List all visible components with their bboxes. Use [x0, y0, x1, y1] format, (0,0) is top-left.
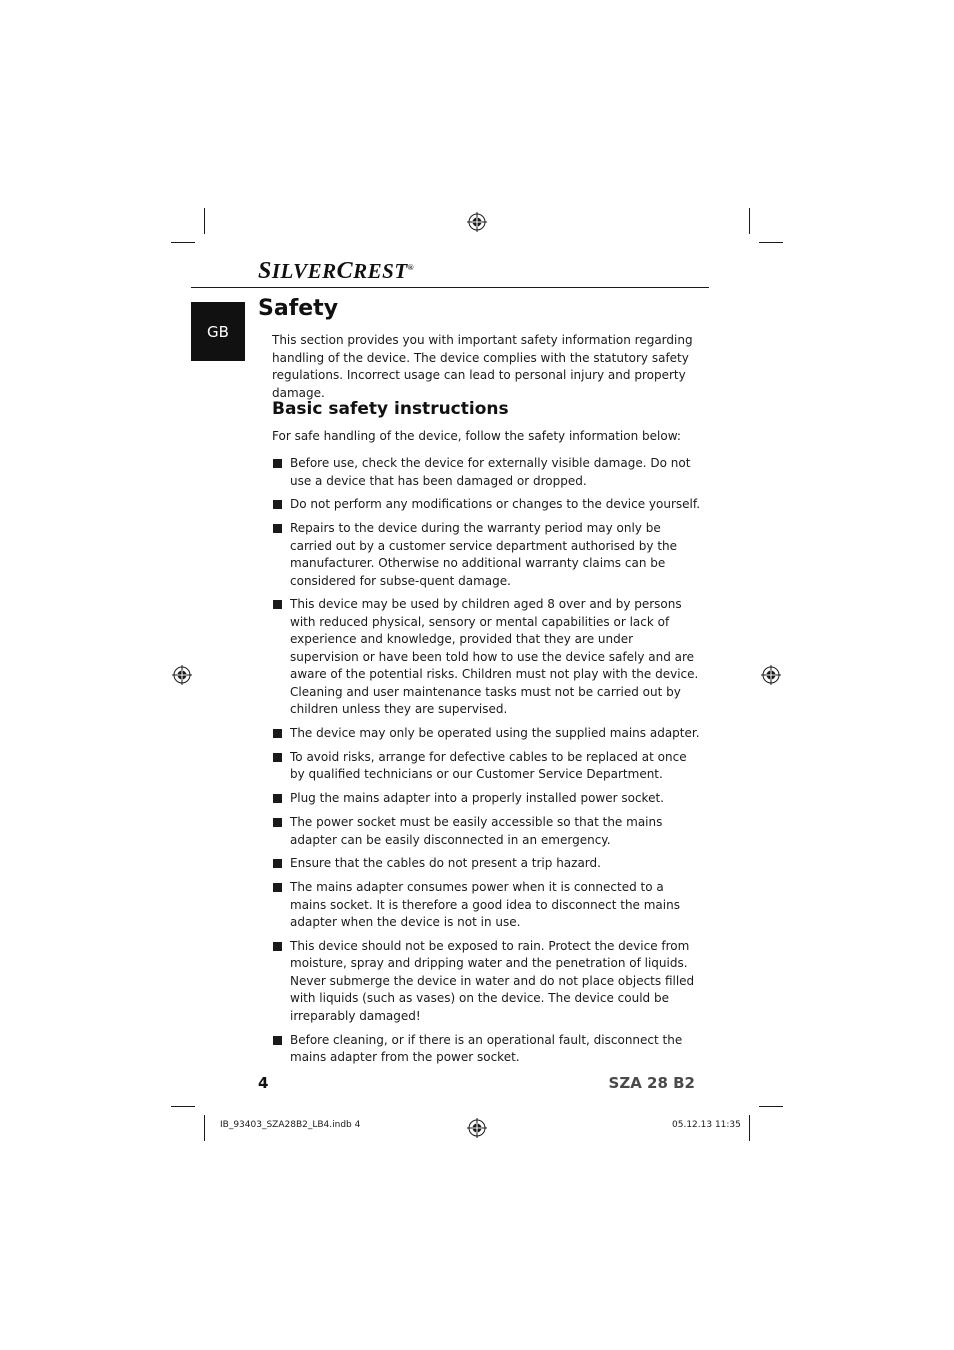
page-title: Safety	[258, 296, 339, 321]
bullet-square-icon	[273, 859, 282, 868]
list-item-text: This device should not be exposed to rain. Protect the device from moisture, spray and dripping water and the penetration of liquids. Never submerge the device in water and do not place objects filled with liquids (such as vases) on the device. The device could be irreparably damaged!	[290, 938, 695, 1023]
list-item	[272, 725, 702, 743]
list-item-text: Do not perform any modifications or changes to the device yourself.	[290, 497, 701, 512]
crop-mark	[759, 242, 783, 243]
registration-mark-icon	[467, 212, 487, 232]
list-item-text: This device may be used by children aged 8 over and by persons with reduced physical, sensory or mental capabilities or lack of experience and knowledge, provided that they are under supervision or have been told how to use the device safely and are aware of the potential risks. Children must not play with the device. Cleaning and user maintenance tasks must not be carried out by children unless they are supervised.	[290, 597, 699, 717]
crop-mark	[171, 1106, 195, 1107]
bullet-square-icon	[273, 459, 282, 468]
brand-logo: SILVERCREST®	[258, 258, 415, 284]
bullet-square-icon	[273, 524, 282, 533]
list-item-text: Ensure that the cables do not present a trip hazard.	[290, 856, 601, 871]
list-item-text: Before use, check the device for externally visible damage. Do not use a device that has been damaged or dropped.	[290, 456, 691, 488]
list-item	[272, 938, 702, 1026]
crop-mark	[749, 208, 750, 234]
registration-mark-icon	[172, 665, 192, 685]
list-item-text: To avoid risks, arrange for defective cables to be replaced at once by qualified technicians or our Customer Service Department.	[290, 749, 687, 782]
crop-mark	[759, 1106, 783, 1107]
registration-mark-icon	[761, 665, 781, 685]
list-item	[272, 496, 702, 514]
crop-mark	[204, 1115, 205, 1141]
bullet-square-icon	[273, 600, 282, 609]
crop-mark	[171, 242, 195, 243]
list-item-text: Plug the mains adapter into a properly installed power socket.	[290, 791, 664, 806]
section-lead: For safe handling of the device, follow the safety information below:	[272, 429, 681, 443]
bullet-square-icon	[273, 753, 282, 762]
registration-mark-icon	[467, 1118, 487, 1138]
bullet-square-icon	[273, 1036, 282, 1045]
list-item-text: The device may only be operated using the supplied mains adapter.	[290, 726, 700, 741]
page-number: 4	[258, 1074, 269, 1092]
bullet-square-icon	[273, 500, 282, 509]
list-item-text: Before cleaning, or if there is an operational fault, disconnect the mains adapter from the power socket.	[290, 1032, 683, 1065]
bullet-square-icon	[273, 942, 282, 951]
print-slug-date: 05.12.13 11:35	[672, 1120, 741, 1130]
list-item-text: Repairs to the device during the warranty period may only be carried out by a customer service department authorised by the manufacturer. Otherwise no additional warranty claims can be considered for subse-quent damage.	[290, 521, 678, 588]
bullet-square-icon	[273, 729, 282, 738]
list-item	[272, 814, 702, 849]
language-tab: GB	[191, 302, 245, 361]
header-rule	[191, 287, 709, 288]
section-heading: Basic safety instructions	[272, 399, 509, 419]
bullet-square-icon	[273, 794, 282, 803]
bullet-square-icon	[273, 818, 282, 827]
list-item	[272, 749, 702, 784]
list-item-text: The mains adapter consumes power when it is connected to a mains socket. It is therefore a good idea to disconnect the mains adapter when the device is not in use.	[290, 880, 680, 930]
safety-list	[272, 455, 702, 1073]
list-item	[272, 855, 702, 873]
list-item	[272, 455, 702, 490]
print-slug-file: IB_93403_SZA28B2_LB4.indb 4	[220, 1120, 361, 1130]
list-item	[272, 790, 702, 808]
crop-mark	[204, 208, 205, 234]
list-item	[272, 520, 702, 590]
list-item	[272, 879, 702, 932]
list-item	[272, 1032, 702, 1067]
model-number: SZA 28 B2	[608, 1074, 695, 1092]
crop-mark	[749, 1115, 750, 1141]
list-item-text: The power socket must be easily accessible so that the mains adapter can be easily disconnected in an emergency.	[290, 815, 663, 847]
bullet-square-icon	[273, 883, 282, 892]
list-item	[272, 596, 702, 719]
intro-paragraph: This section provides you with important safety information regarding handling of the device. The device complies with the statutory safety regulations. Incorrect usage can lead to personal injury and property damage.	[272, 333, 693, 400]
